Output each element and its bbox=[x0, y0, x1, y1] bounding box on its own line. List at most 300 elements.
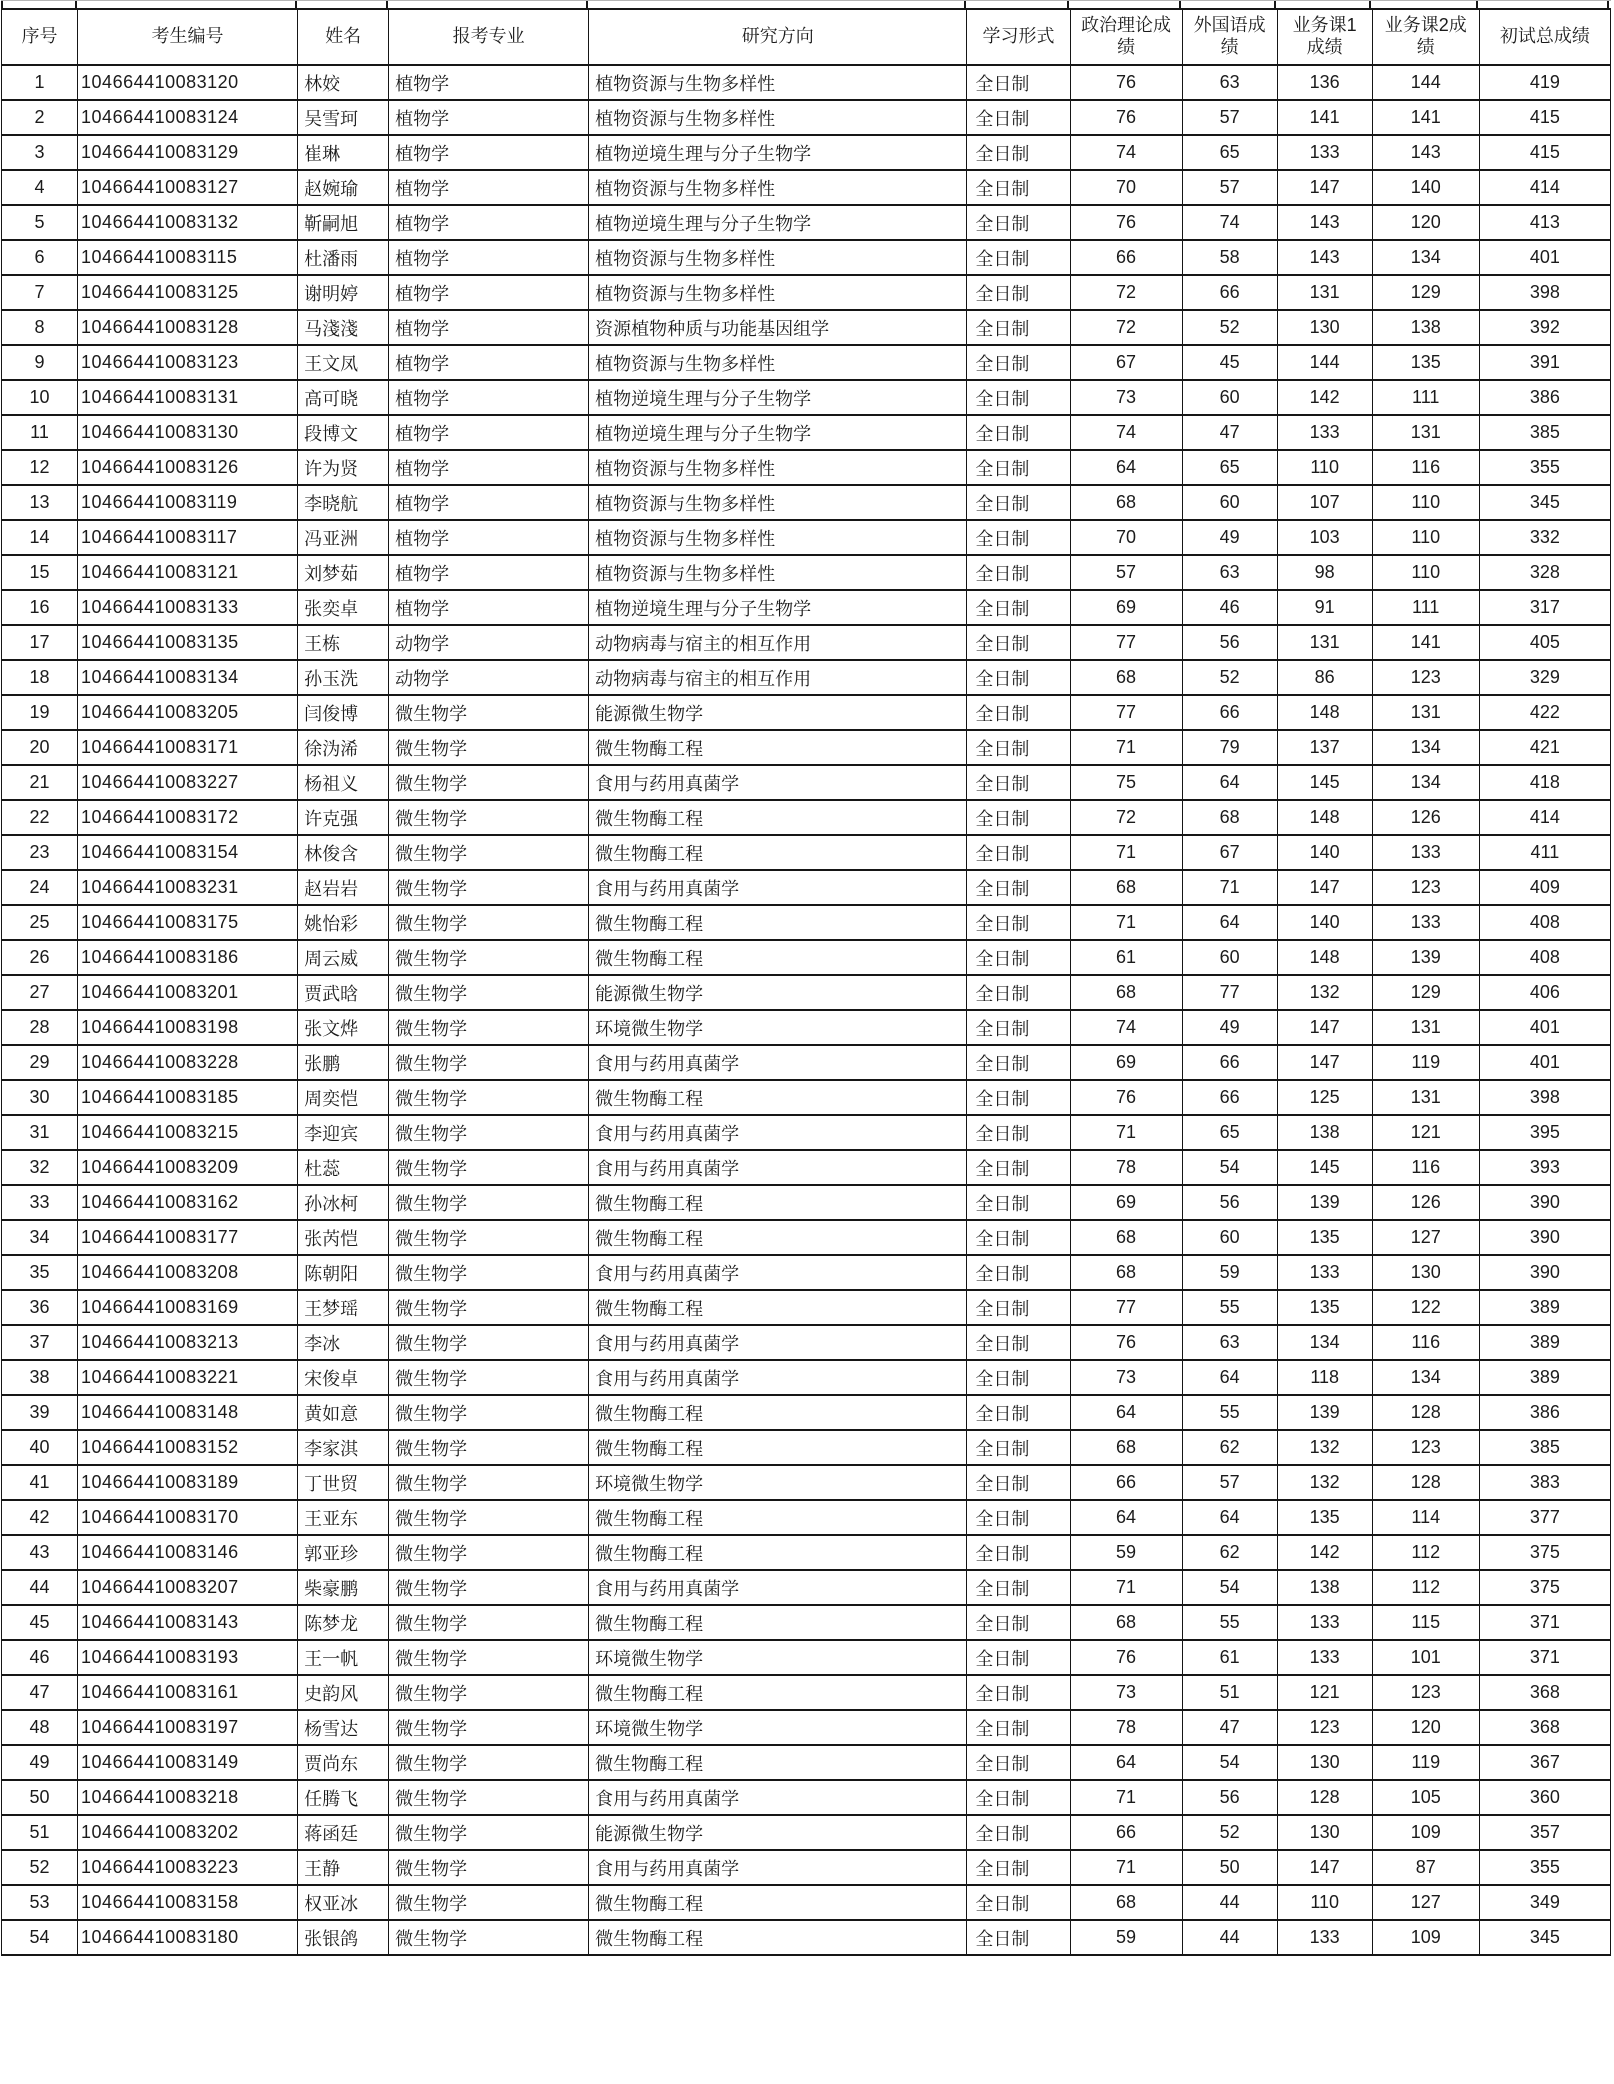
cell-course1-score: 143 bbox=[1277, 205, 1372, 240]
cell-total-score: 317 bbox=[1479, 590, 1610, 625]
cell-total-score: 389 bbox=[1479, 1325, 1610, 1360]
cell-course2-score: 129 bbox=[1372, 975, 1479, 1010]
cell-direction: 植物资源与生物多样性 bbox=[589, 450, 967, 485]
admission-score-table bbox=[1, 8, 1611, 1956]
cell-candidate-id: 104664410083131 bbox=[78, 380, 298, 415]
cell-serial: 7 bbox=[2, 275, 78, 310]
cell-direction: 植物逆境生理与分子生物学 bbox=[589, 380, 967, 415]
cell-candidate-id: 104664410083158 bbox=[78, 1885, 298, 1920]
cell-study-form: 全日制 bbox=[967, 1640, 1070, 1675]
cell-study-form: 全日制 bbox=[967, 730, 1070, 765]
table-row bbox=[2, 520, 1611, 555]
table-row bbox=[2, 1290, 1611, 1325]
cell-serial: 6 bbox=[2, 240, 78, 275]
cell-name: 王静 bbox=[298, 1850, 389, 1885]
cell-candidate-id: 104664410083130 bbox=[78, 415, 298, 450]
cell-foreign-score: 66 bbox=[1182, 1045, 1277, 1080]
cell-direction: 微生物酶工程 bbox=[589, 1430, 967, 1465]
cell-candidate-id: 104664410083221 bbox=[78, 1360, 298, 1395]
cell-serial: 35 bbox=[2, 1255, 78, 1290]
cell-name: 吴雪珂 bbox=[298, 100, 389, 135]
cell-study-form: 全日制 bbox=[967, 1430, 1070, 1465]
col-header-candidate-id: 考生编号 bbox=[78, 9, 298, 65]
cell-name: 闫俊博 bbox=[298, 695, 389, 730]
cell-course1-score: 145 bbox=[1277, 1150, 1372, 1185]
cell-major: 微生物学 bbox=[389, 1605, 589, 1640]
cell-direction: 植物资源与生物多样性 bbox=[589, 555, 967, 590]
cell-foreign-score: 56 bbox=[1182, 1780, 1277, 1815]
cell-study-form: 全日制 bbox=[967, 625, 1070, 660]
cell-major: 微生物学 bbox=[389, 1535, 589, 1570]
cell-course1-score: 137 bbox=[1277, 730, 1372, 765]
cell-name: 谢明婷 bbox=[298, 275, 389, 310]
cell-name: 张银鸽 bbox=[298, 1920, 389, 1955]
cell-serial: 18 bbox=[2, 660, 78, 695]
table-row bbox=[2, 1430, 1611, 1465]
cell-course2-score: 121 bbox=[1372, 1115, 1479, 1150]
cell-name: 王亚东 bbox=[298, 1500, 389, 1535]
cell-total-score: 386 bbox=[1479, 380, 1610, 415]
cell-serial: 12 bbox=[2, 450, 78, 485]
cell-course2-score: 111 bbox=[1372, 380, 1479, 415]
col-header-direction: 研究方向 bbox=[589, 9, 967, 65]
cell-course2-score: 116 bbox=[1372, 1325, 1479, 1360]
cell-serial: 14 bbox=[2, 520, 78, 555]
table-row bbox=[2, 1360, 1611, 1395]
cell-foreign-score: 52 bbox=[1182, 660, 1277, 695]
cell-foreign-score: 56 bbox=[1182, 1185, 1277, 1220]
table-row bbox=[2, 1150, 1611, 1185]
cell-direction: 能源微生物学 bbox=[589, 695, 967, 730]
table-row bbox=[2, 1115, 1611, 1150]
cell-major: 微生物学 bbox=[389, 730, 589, 765]
cell-serial: 3 bbox=[2, 135, 78, 170]
cell-study-form: 全日制 bbox=[967, 1815, 1070, 1850]
cell-study-form: 全日制 bbox=[967, 135, 1070, 170]
cell-course2-score: 128 bbox=[1372, 1465, 1479, 1500]
cell-total-score: 422 bbox=[1479, 695, 1610, 730]
cell-direction: 微生物酶工程 bbox=[589, 1675, 967, 1710]
cell-direction: 动物病毒与宿主的相互作用 bbox=[589, 625, 967, 660]
cell-major: 植物学 bbox=[389, 240, 589, 275]
cell-foreign-score: 66 bbox=[1182, 1080, 1277, 1115]
table-row bbox=[2, 100, 1611, 135]
table-row bbox=[2, 1465, 1611, 1500]
cell-direction: 植物资源与生物多样性 bbox=[589, 65, 967, 100]
cell-serial: 46 bbox=[2, 1640, 78, 1675]
cell-politics-score: 69 bbox=[1070, 1045, 1182, 1080]
cell-total-score: 345 bbox=[1479, 1920, 1610, 1955]
cell-course2-score: 112 bbox=[1372, 1535, 1479, 1570]
cell-foreign-score: 60 bbox=[1182, 485, 1277, 520]
cell-major: 微生物学 bbox=[389, 1395, 589, 1430]
cell-candidate-id: 104664410083215 bbox=[78, 1115, 298, 1150]
cell-name: 段博文 bbox=[298, 415, 389, 450]
cell-candidate-id: 104664410083207 bbox=[78, 1570, 298, 1605]
cell-serial: 51 bbox=[2, 1815, 78, 1850]
cell-course1-score: 144 bbox=[1277, 345, 1372, 380]
cell-course2-score: 119 bbox=[1372, 1045, 1479, 1080]
table-row bbox=[2, 905, 1611, 940]
cell-name: 李家淇 bbox=[298, 1430, 389, 1465]
cell-study-form: 全日制 bbox=[967, 940, 1070, 975]
cell-politics-score: 72 bbox=[1070, 800, 1182, 835]
cell-politics-score: 66 bbox=[1070, 240, 1182, 275]
cell-major: 动物学 bbox=[389, 625, 589, 660]
cell-course1-score: 86 bbox=[1277, 660, 1372, 695]
cell-direction: 环境微生物学 bbox=[589, 1010, 967, 1045]
cell-politics-score: 66 bbox=[1070, 1465, 1182, 1500]
cell-total-score: 405 bbox=[1479, 625, 1610, 660]
cell-course2-score: 116 bbox=[1372, 450, 1479, 485]
cell-course2-score: 141 bbox=[1372, 100, 1479, 135]
cell-course2-score: 116 bbox=[1372, 1150, 1479, 1185]
cell-candidate-id: 104664410083121 bbox=[78, 555, 298, 590]
cell-serial: 54 bbox=[2, 1920, 78, 1955]
cell-course1-score: 142 bbox=[1277, 1535, 1372, 1570]
cell-course1-score: 110 bbox=[1277, 450, 1372, 485]
cell-serial: 53 bbox=[2, 1885, 78, 1920]
cell-politics-score: 68 bbox=[1070, 485, 1182, 520]
cell-candidate-id: 104664410083201 bbox=[78, 975, 298, 1010]
cell-candidate-id: 104664410083123 bbox=[78, 345, 298, 380]
cell-foreign-score: 66 bbox=[1182, 695, 1277, 730]
cell-politics-score: 76 bbox=[1070, 100, 1182, 135]
cell-major: 植物学 bbox=[389, 135, 589, 170]
cell-total-score: 345 bbox=[1479, 485, 1610, 520]
cell-course1-score: 91 bbox=[1277, 590, 1372, 625]
cell-course1-score: 125 bbox=[1277, 1080, 1372, 1115]
table-row bbox=[2, 170, 1611, 205]
cell-politics-score: 75 bbox=[1070, 765, 1182, 800]
cell-study-form: 全日制 bbox=[967, 1290, 1070, 1325]
cell-direction: 微生物酶工程 bbox=[589, 1745, 967, 1780]
cell-course2-score: 123 bbox=[1372, 1430, 1479, 1465]
cell-course1-score: 147 bbox=[1277, 870, 1372, 905]
cell-total-score: 355 bbox=[1479, 1850, 1610, 1885]
cell-candidate-id: 104664410083143 bbox=[78, 1605, 298, 1640]
cell-serial: 23 bbox=[2, 835, 78, 870]
cell-study-form: 全日制 bbox=[967, 345, 1070, 380]
cell-major: 微生物学 bbox=[389, 1745, 589, 1780]
crop-tick bbox=[966, 1, 1069, 8]
col-header-name: 姓名 bbox=[298, 9, 389, 65]
cell-study-form: 全日制 bbox=[967, 1115, 1070, 1150]
cell-total-score: 389 bbox=[1479, 1360, 1610, 1395]
cell-total-score: 401 bbox=[1479, 1045, 1610, 1080]
cell-course1-score: 132 bbox=[1277, 1430, 1372, 1465]
cell-study-form: 全日制 bbox=[967, 1465, 1070, 1500]
cell-foreign-score: 58 bbox=[1182, 240, 1277, 275]
table-row bbox=[2, 625, 1611, 660]
cell-serial: 4 bbox=[2, 170, 78, 205]
cell-study-form: 全日制 bbox=[967, 1010, 1070, 1045]
cell-total-score: 371 bbox=[1479, 1605, 1610, 1640]
cell-direction: 植物资源与生物多样性 bbox=[589, 240, 967, 275]
cell-foreign-score: 66 bbox=[1182, 275, 1277, 310]
cell-study-form: 全日制 bbox=[967, 1535, 1070, 1570]
cell-candidate-id: 104664410083231 bbox=[78, 870, 298, 905]
cell-direction: 食用与药用真菌学 bbox=[589, 1570, 967, 1605]
cell-candidate-id: 104664410083124 bbox=[78, 100, 298, 135]
cell-major: 植物学 bbox=[389, 485, 589, 520]
header-row bbox=[2, 9, 1611, 65]
cell-direction: 食用与药用真菌学 bbox=[589, 1850, 967, 1885]
cell-politics-score: 59 bbox=[1070, 1920, 1182, 1955]
cell-serial: 2 bbox=[2, 100, 78, 135]
cell-direction: 能源微生物学 bbox=[589, 1815, 967, 1850]
cell-total-score: 398 bbox=[1479, 1080, 1610, 1115]
crop-tick bbox=[588, 1, 966, 8]
cell-politics-score: 72 bbox=[1070, 310, 1182, 345]
cell-total-score: 413 bbox=[1479, 205, 1610, 240]
cell-name: 靳嗣旭 bbox=[298, 205, 389, 240]
crop-tick bbox=[297, 1, 388, 8]
cell-major: 微生物学 bbox=[389, 1010, 589, 1045]
cell-course1-score: 131 bbox=[1277, 625, 1372, 660]
cell-name: 杜蕊 bbox=[298, 1150, 389, 1185]
crop-tick bbox=[388, 1, 588, 8]
cell-course2-score: 134 bbox=[1372, 1360, 1479, 1395]
cell-study-form: 全日制 bbox=[967, 205, 1070, 240]
cell-direction: 微生物酶工程 bbox=[589, 730, 967, 765]
cell-foreign-score: 60 bbox=[1182, 940, 1277, 975]
cell-serial: 26 bbox=[2, 940, 78, 975]
cell-direction: 植物逆境生理与分子生物学 bbox=[589, 415, 967, 450]
cell-direction: 微生物酶工程 bbox=[589, 1220, 967, 1255]
cell-name: 周云威 bbox=[298, 940, 389, 975]
cell-direction: 微生物酶工程 bbox=[589, 1080, 967, 1115]
cell-serial: 52 bbox=[2, 1850, 78, 1885]
cell-candidate-id: 104664410083172 bbox=[78, 800, 298, 835]
cell-politics-score: 76 bbox=[1070, 205, 1182, 240]
cell-total-score: 375 bbox=[1479, 1535, 1610, 1570]
cell-total-score: 393 bbox=[1479, 1150, 1610, 1185]
cell-foreign-score: 55 bbox=[1182, 1290, 1277, 1325]
cell-major: 植物学 bbox=[389, 590, 589, 625]
cell-foreign-score: 63 bbox=[1182, 1325, 1277, 1360]
cell-course2-score: 111 bbox=[1372, 590, 1479, 625]
table-body bbox=[2, 65, 1611, 1955]
cell-course1-score: 147 bbox=[1277, 1045, 1372, 1080]
cell-direction: 食用与药用真菌学 bbox=[589, 1045, 967, 1080]
cell-course1-score: 98 bbox=[1277, 555, 1372, 590]
table-row bbox=[2, 1010, 1611, 1045]
table-row bbox=[2, 1185, 1611, 1220]
cell-study-form: 全日制 bbox=[967, 485, 1070, 520]
cell-total-score: 385 bbox=[1479, 1430, 1610, 1465]
cell-major: 植物学 bbox=[389, 345, 589, 380]
cell-politics-score: 64 bbox=[1070, 450, 1182, 485]
cell-study-form: 全日制 bbox=[967, 660, 1070, 695]
cell-course1-score: 123 bbox=[1277, 1710, 1372, 1745]
cell-course1-score: 133 bbox=[1277, 415, 1372, 450]
cell-direction: 植物逆境生理与分子生物学 bbox=[589, 205, 967, 240]
cell-direction: 能源微生物学 bbox=[589, 975, 967, 1010]
cell-serial: 29 bbox=[2, 1045, 78, 1080]
cell-study-form: 全日制 bbox=[967, 905, 1070, 940]
cell-total-score: 415 bbox=[1479, 135, 1610, 170]
cell-course2-score: 139 bbox=[1372, 940, 1479, 975]
cell-study-form: 全日制 bbox=[967, 100, 1070, 135]
cell-politics-score: 77 bbox=[1070, 625, 1182, 660]
cell-total-score: 368 bbox=[1479, 1710, 1610, 1745]
cell-major: 微生物学 bbox=[389, 1675, 589, 1710]
cell-course1-score: 141 bbox=[1277, 100, 1372, 135]
cell-foreign-score: 47 bbox=[1182, 415, 1277, 450]
cell-course1-score: 133 bbox=[1277, 1920, 1372, 1955]
col-header-study-form: 学习形式 bbox=[967, 9, 1070, 65]
cell-name: 李晓航 bbox=[298, 485, 389, 520]
cell-politics-score: 73 bbox=[1070, 380, 1182, 415]
cell-study-form: 全日制 bbox=[967, 590, 1070, 625]
cell-serial: 41 bbox=[2, 1465, 78, 1500]
cell-serial: 22 bbox=[2, 800, 78, 835]
cell-study-form: 全日制 bbox=[967, 555, 1070, 590]
cell-name: 孙冰柯 bbox=[298, 1185, 389, 1220]
cell-major: 植物学 bbox=[389, 555, 589, 590]
cell-direction: 植物资源与生物多样性 bbox=[589, 100, 967, 135]
cell-total-score: 414 bbox=[1479, 800, 1610, 835]
cell-study-form: 全日制 bbox=[967, 450, 1070, 485]
cell-candidate-id: 104664410083202 bbox=[78, 1815, 298, 1850]
crop-tick bbox=[1371, 1, 1478, 8]
cell-direction: 植物资源与生物多样性 bbox=[589, 275, 967, 310]
cell-course1-score: 139 bbox=[1277, 1395, 1372, 1430]
cell-serial: 19 bbox=[2, 695, 78, 730]
cell-politics-score: 72 bbox=[1070, 275, 1182, 310]
cell-course2-score: 123 bbox=[1372, 870, 1479, 905]
cell-politics-score: 70 bbox=[1070, 520, 1182, 555]
cell-candidate-id: 104664410083128 bbox=[78, 310, 298, 345]
cell-politics-score: 73 bbox=[1070, 1360, 1182, 1395]
cell-name: 高可晓 bbox=[298, 380, 389, 415]
cell-major: 微生物学 bbox=[389, 800, 589, 835]
cell-course2-score: 109 bbox=[1372, 1815, 1479, 1850]
table-row bbox=[2, 310, 1611, 345]
cell-total-score: 418 bbox=[1479, 765, 1610, 800]
cell-total-score: 411 bbox=[1479, 835, 1610, 870]
cell-serial: 13 bbox=[2, 485, 78, 520]
cell-politics-score: 71 bbox=[1070, 835, 1182, 870]
cell-major: 微生物学 bbox=[389, 835, 589, 870]
cell-candidate-id: 104664410083154 bbox=[78, 835, 298, 870]
cell-total-score: 401 bbox=[1479, 1010, 1610, 1045]
cell-total-score: 349 bbox=[1479, 1885, 1610, 1920]
cell-direction: 植物逆境生理与分子生物学 bbox=[589, 135, 967, 170]
table-row bbox=[2, 1920, 1611, 1955]
cell-major: 植物学 bbox=[389, 170, 589, 205]
cell-candidate-id: 104664410083198 bbox=[78, 1010, 298, 1045]
cell-serial: 24 bbox=[2, 870, 78, 905]
cell-foreign-score: 57 bbox=[1182, 170, 1277, 205]
cell-study-form: 全日制 bbox=[967, 1675, 1070, 1710]
table-row bbox=[2, 415, 1611, 450]
cell-name: 王栋 bbox=[298, 625, 389, 660]
cell-name: 陈梦龙 bbox=[298, 1605, 389, 1640]
cell-name: 徐沩浠 bbox=[298, 730, 389, 765]
cell-politics-score: 74 bbox=[1070, 135, 1182, 170]
cell-foreign-score: 61 bbox=[1182, 1640, 1277, 1675]
cell-total-score: 415 bbox=[1479, 100, 1610, 135]
crop-tick bbox=[1181, 1, 1276, 8]
cell-serial: 43 bbox=[2, 1535, 78, 1570]
cell-candidate-id: 104664410083117 bbox=[78, 520, 298, 555]
cell-politics-score: 71 bbox=[1070, 1780, 1182, 1815]
table-row bbox=[2, 1745, 1611, 1780]
cell-candidate-id: 104664410083134 bbox=[78, 660, 298, 695]
cell-name: 宋俊卓 bbox=[298, 1360, 389, 1395]
cell-course1-score: 148 bbox=[1277, 940, 1372, 975]
cell-candidate-id: 104664410083127 bbox=[78, 170, 298, 205]
table-row bbox=[2, 870, 1611, 905]
cell-candidate-id: 104664410083186 bbox=[78, 940, 298, 975]
cell-serial: 17 bbox=[2, 625, 78, 660]
cell-study-form: 全日制 bbox=[967, 310, 1070, 345]
cell-study-form: 全日制 bbox=[967, 1045, 1070, 1080]
cell-name: 权亚冰 bbox=[298, 1885, 389, 1920]
cell-candidate-id: 104664410083227 bbox=[78, 765, 298, 800]
cell-politics-score: 78 bbox=[1070, 1150, 1182, 1185]
cell-politics-score: 76 bbox=[1070, 1640, 1182, 1675]
cell-name: 赵婉瑜 bbox=[298, 170, 389, 205]
cell-candidate-id: 104664410083115 bbox=[78, 240, 298, 275]
cell-course2-score: 140 bbox=[1372, 170, 1479, 205]
cell-name: 周奕恺 bbox=[298, 1080, 389, 1115]
cell-serial: 44 bbox=[2, 1570, 78, 1605]
table-row bbox=[2, 1220, 1611, 1255]
cell-name: 王一帆 bbox=[298, 1640, 389, 1675]
cell-study-form: 全日制 bbox=[967, 1080, 1070, 1115]
cell-politics-score: 76 bbox=[1070, 65, 1182, 100]
cell-course2-score: 134 bbox=[1372, 240, 1479, 275]
cell-course2-score: 129 bbox=[1372, 275, 1479, 310]
table-row bbox=[2, 660, 1611, 695]
cell-candidate-id: 104664410083126 bbox=[78, 450, 298, 485]
cell-name: 崔琳 bbox=[298, 135, 389, 170]
table-row bbox=[2, 485, 1611, 520]
cell-serial: 9 bbox=[2, 345, 78, 380]
cell-total-score: 368 bbox=[1479, 1675, 1610, 1710]
cell-study-form: 全日制 bbox=[967, 695, 1070, 730]
cell-major: 微生物学 bbox=[389, 1850, 589, 1885]
cell-course1-score: 133 bbox=[1277, 1605, 1372, 1640]
crop-tick bbox=[1069, 1, 1181, 8]
table-row bbox=[2, 1395, 1611, 1430]
cell-name: 孙玉洗 bbox=[298, 660, 389, 695]
cell-serial: 30 bbox=[2, 1080, 78, 1115]
cell-major: 微生物学 bbox=[389, 1640, 589, 1675]
cell-major: 微生物学 bbox=[389, 870, 589, 905]
cell-name: 林俊含 bbox=[298, 835, 389, 870]
cell-name: 张文烨 bbox=[298, 1010, 389, 1045]
cell-course1-score: 142 bbox=[1277, 380, 1372, 415]
cell-course2-score: 128 bbox=[1372, 1395, 1479, 1430]
cell-candidate-id: 104664410083162 bbox=[78, 1185, 298, 1220]
cell-study-form: 全日制 bbox=[967, 1360, 1070, 1395]
cell-major: 微生物学 bbox=[389, 765, 589, 800]
table-row bbox=[2, 695, 1611, 730]
cell-politics-score: 68 bbox=[1070, 1605, 1182, 1640]
cell-course1-score: 140 bbox=[1277, 835, 1372, 870]
cell-candidate-id: 104664410083132 bbox=[78, 205, 298, 240]
cell-candidate-id: 104664410083185 bbox=[78, 1080, 298, 1115]
cell-direction: 微生物酶工程 bbox=[589, 1605, 967, 1640]
cell-politics-score: 61 bbox=[1070, 940, 1182, 975]
cell-course2-score: 120 bbox=[1372, 205, 1479, 240]
cell-direction: 食用与药用真菌学 bbox=[589, 870, 967, 905]
cell-course2-score: 131 bbox=[1372, 415, 1479, 450]
